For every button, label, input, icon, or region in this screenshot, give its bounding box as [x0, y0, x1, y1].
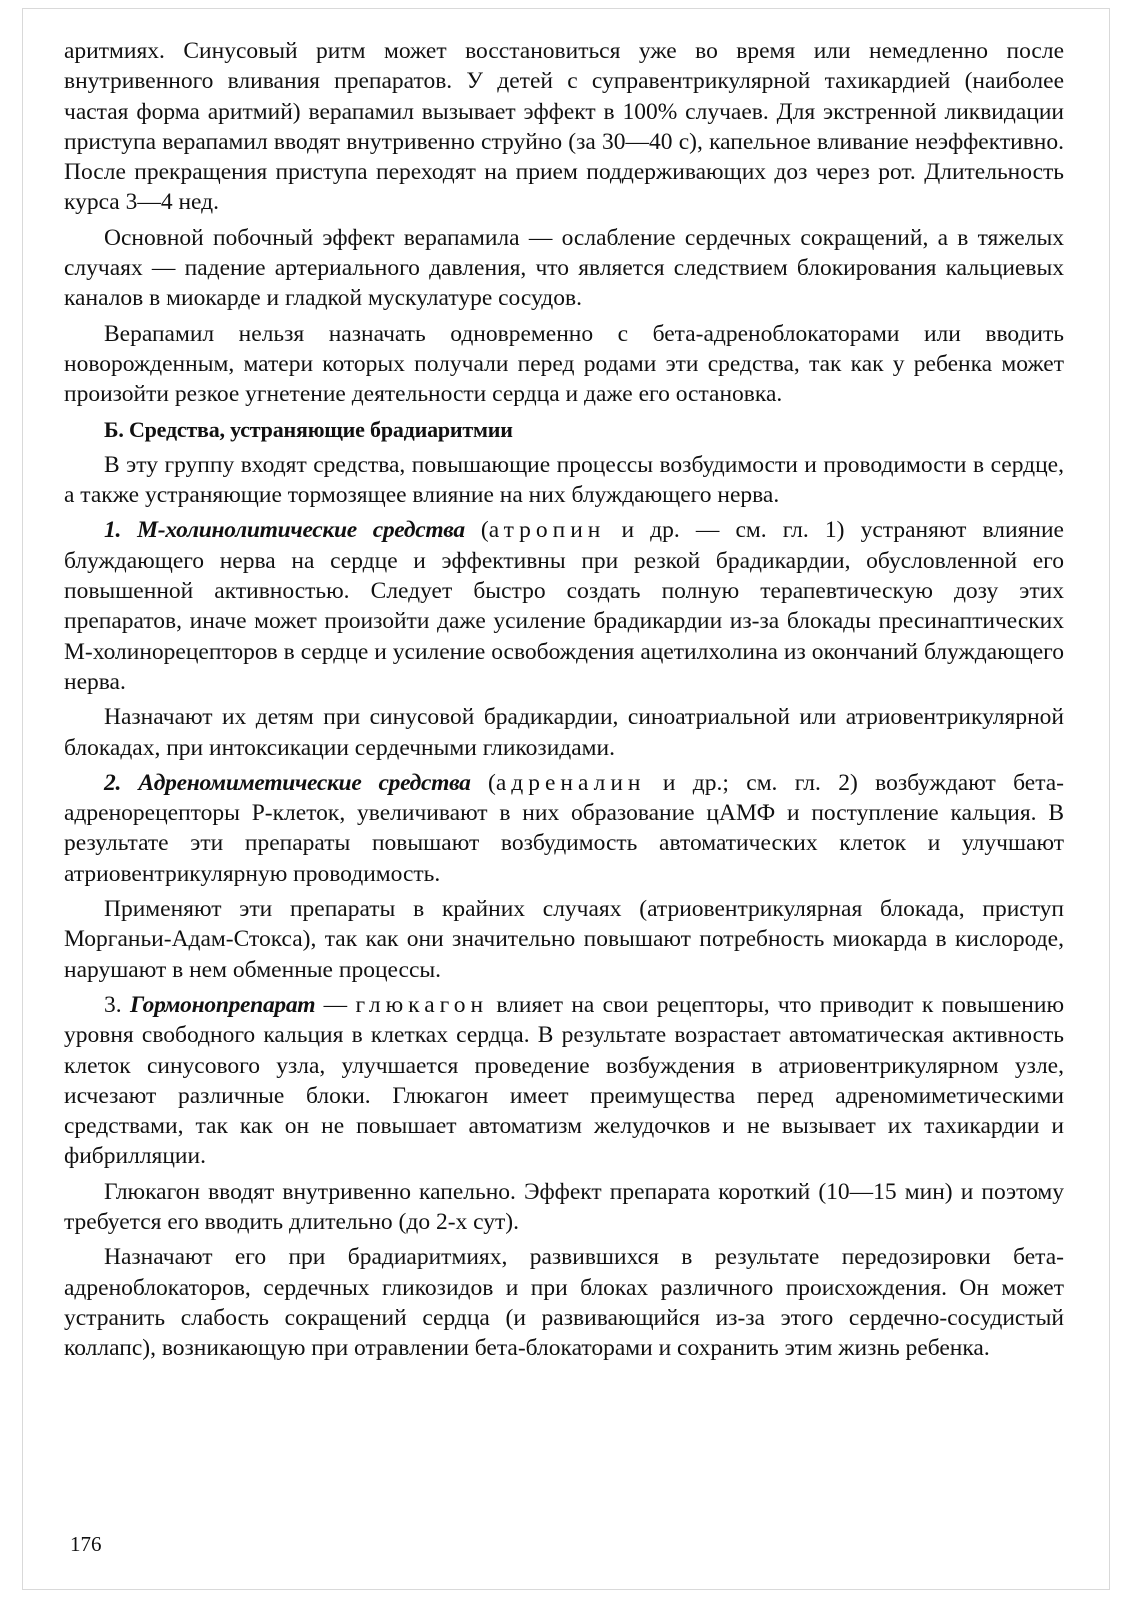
paragraph-3: Верапамил нельзя назначать одновременно с бета-адреноблокаторами или вводить новорожденным, матери которых получали перед родами эти средства, так как у ребенка может произойти резкое угнетение деятельности сердца и даже его остановка. — [64, 320, 1064, 408]
paren-open: ( — [470, 769, 496, 796]
item-number-2: 2. — [104, 769, 122, 796]
paragraph-2: Основной побочный эффект верапамила — ослабление сердечных сокращений, а в тяжелых случаях — падение артериального давления, что является следствием блокирования кальциевых каналов в миокарде и гладкой мускулатуре сосудов. — [64, 224, 1064, 312]
paragraph-10: Глюкагон вводят внутривенно капельно. Эффект препарата короткий (10—15 мин) и поэтому требуется его вводить длительно (до 2-х сут). — [64, 1178, 1064, 1235]
paragraph-8: Применяют эти препараты в крайних случаях (атриовентрикулярная блокада, приступ Морганьи-Адам-Стокса), так как они значительно повышают потребность миокарда в кислороде, нарушают в нем обменные процессы. — [64, 896, 1064, 983]
page-body — [64, 36, 1064, 1368]
item-number-3: 3. — [104, 991, 122, 1018]
drug-adrenaline: адреналин — [495, 769, 646, 796]
paragraph-7 — [64, 768, 1064, 889]
paragraph-5 — [64, 515, 1064, 697]
paragraph-1: аритмиях. Синусовый ритм может восстановиться уже во время или немедленно после внутривенного вливания препаратов. У детей с суправентрикулярной тахикардией (наиболее частая форма аритмий) верапамил вызывает эффект в 100% случаев. Для экстренной ликвидации приступа верапамил вводят внутривенно струйно (за 30—40 с), капельное вливание неэффективно. После прекращения приступа переходят на прием поддерживающих доз через рот. Длительность курса 3—4 нед. — [64, 38, 1064, 216]
term-hormone-drug: Гормонопрепарат — [129, 991, 316, 1018]
drug-atropine: атропин — [488, 517, 606, 544]
paragraph-9 — [64, 990, 1064, 1172]
paragraph-6: Назначают их детям при синусовой брадикардии, синоатриальной или атриовентрикулярной блокадах, при интоксикации сердечными гликозидами. — [64, 704, 1064, 761]
dash: — — [315, 991, 356, 1018]
term-m-cholinolytics: М-холинолитические средства — [137, 517, 465, 544]
paren-open: ( — [464, 517, 489, 544]
drug-glucagon: глюкагон — [355, 991, 489, 1018]
paragraph-5-rest: и др. — см. гл. 1) устраняют влияние блуждающего нерва на сердце и эффективны при резкой брадикардии, обусловленной его повышенной активностью. Следует быстро создать полную терапевтическую дозу этих препаратов, иначе может произойти даже усиление брадикардии из-за блокады пресинаптических М-холинорецепторов в сердце и усиление освобождения ацетилхолина из окончаний блуждающего нерва. — [64, 517, 1064, 695]
paragraph-4: В эту группу входят средства, повышающие процессы возбудимости и проводимости в сердце, а также устраняющие тормозящее влияние на них блуждающего нерва. — [64, 451, 1064, 509]
item-number-1: 1. — [104, 517, 122, 544]
page-number: 176 — [70, 1532, 102, 1556]
paragraph-11: Назначают его при брадиаритмиях, развившихся в результате передозировки бета-адреноблокаторов, сердечных гликозидов и при блоках различного происхождения. Он может устранить слабость сокращений сердца (и развивающийся из-за этого сердечно-сосудистый коллапс), возникающую при отравлении бета-блокаторами и сохранить этим жизнь ребенка. — [64, 1244, 1064, 1362]
paragraph-7-rest: и др.; см. гл. 2) возбуждают бета-адренорецепторы Р-клеток, увеличивают в них образование цАМФ и поступление кальция. В результате эти препараты повышают возбудимость автоматических клеток и улучшают атриовентрикулярную проводимость. — [64, 769, 1065, 887]
section-heading-b: Б. Средства, устраняющие брадиаритмии — [104, 416, 513, 442]
term-adrenomimetics: Адреномиметические средства — [138, 769, 471, 796]
paragraph-9-rest: влияет на свои рецепторы, что приводит к повышению уровня свободного кальция в клетках сердца. В результате возрастает автоматическая активность клеток синусового узла, улучшается проведение возбуждения в атриовентрикулярном узле, исчезают различные блоки. Глюкагон имеет преимущества перед адреномиметическими средствами, так как он не повышает автоматизм желудочков и не вызывает их тахикардии и фибрилляции. — [64, 991, 1065, 1170]
